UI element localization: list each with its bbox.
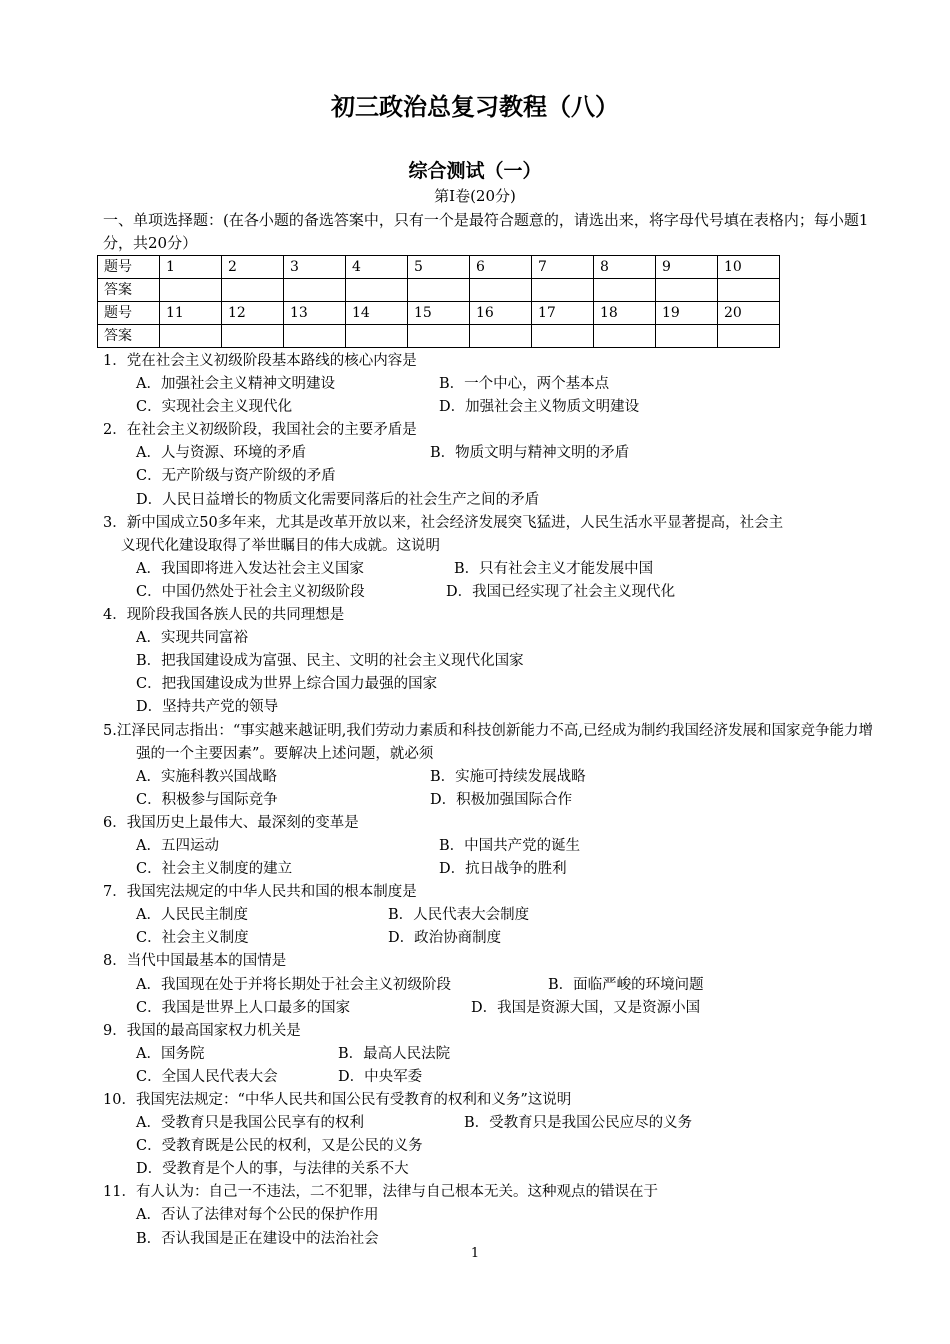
question-number-cell: 11	[160, 302, 222, 325]
option: B．受教育只是我国公民应尽的义务	[464, 1115, 693, 1132]
question-number-cell: 12	[222, 302, 284, 325]
answer-cell[interactable]	[470, 279, 532, 302]
option: D．加强社会主义物质文明建设	[439, 399, 640, 416]
option: C．实现社会主义现代化	[136, 399, 293, 416]
option: C．积极参与国际竞争	[136, 791, 278, 808]
option: B．最高人民法院	[338, 1045, 451, 1062]
answer-cell[interactable]	[222, 325, 284, 348]
option-row	[103, 997, 883, 1020]
question-number-cell: 18	[594, 302, 656, 325]
option: A．实施科教兴国战略	[136, 768, 277, 785]
option: A．人民民主制度	[136, 907, 248, 924]
question-number-cell: 7	[532, 256, 594, 279]
option: A．我国现在处于并将长期处于社会主义初级阶段	[136, 976, 451, 993]
option-row	[103, 927, 883, 950]
option-row	[103, 581, 883, 604]
answer-cell[interactable]	[284, 325, 346, 348]
option: C．把我国建设成为世界上综合国力最强的国家	[136, 676, 438, 693]
option-row	[103, 858, 883, 881]
answer-cell[interactable]	[408, 279, 470, 302]
question-number-cell: 3	[284, 256, 346, 279]
answer-cell[interactable]	[470, 325, 532, 348]
question-number-cell: 5	[408, 256, 470, 279]
option: B．面临严峻的环境问题	[548, 976, 704, 993]
answer-cell[interactable]	[222, 279, 284, 302]
question-stem: 11．有人认为：自己一不违法，二不犯罪，法律与自己根本无关。这种观点的错误在于	[103, 1184, 658, 1201]
option: D．我国是资源大国，又是资源小国	[471, 999, 701, 1016]
option: A．受教育只是我国公民享有的权利	[136, 1115, 364, 1132]
option: B．物质文明与精神文明的矛盾	[430, 445, 630, 462]
answer-cell[interactable]	[346, 325, 408, 348]
option: B．人民代表大会制度	[388, 907, 530, 924]
answer-cell[interactable]	[346, 279, 408, 302]
option: A．实现共同富裕	[136, 630, 248, 647]
answer-cell[interactable]	[160, 279, 222, 302]
option: C．社会主义制度	[136, 930, 249, 947]
answer-cell[interactable]	[718, 325, 780, 348]
option: D．抗日战争的胜利	[439, 861, 567, 878]
row-label: 题号	[98, 256, 160, 279]
question-number-cell: 6	[470, 256, 532, 279]
option: C．社会主义制度的建立	[136, 861, 293, 878]
answer-cell[interactable]	[532, 325, 594, 348]
option: D．我国已经实现了社会主义现代化	[446, 583, 676, 600]
option: C．我国是世界上人口最多的国家	[136, 999, 351, 1016]
answer-cell[interactable]	[532, 279, 594, 302]
answer-table	[97, 255, 780, 348]
option: A．加强社会主义精神文明建设	[136, 376, 335, 393]
answer-cell[interactable]	[718, 279, 780, 302]
answer-cell[interactable]	[656, 279, 718, 302]
option: D．政治协商制度	[388, 930, 502, 947]
answer-cell[interactable]	[594, 279, 656, 302]
question-stem: 8．当代中国最基本的国情是	[103, 953, 287, 970]
question-stem: 7．我国宪法规定的中华人民共和国的根本制度是	[103, 884, 417, 901]
question-number-cell: 4	[346, 256, 408, 279]
row-label: 答案	[98, 279, 160, 302]
answer-cell[interactable]	[656, 325, 718, 348]
question-number-cell: 16	[470, 302, 532, 325]
option: B．中国共产党的诞生	[439, 837, 581, 854]
volume-label: 第Ⅰ卷(20分)	[434, 187, 516, 205]
option-row	[103, 766, 883, 789]
option: D．中央军委	[338, 1068, 423, 1085]
question-stem: 3．新中国成立50多年来，尤其是改革开放以来，社会经济发展突飞猛进，人民生活水平显著提高，社会主义现代化建设取得了举世瞩目的伟大成就。这说明	[103, 514, 784, 554]
page-title: 初三政治总复习教程（八）	[331, 93, 619, 121]
option: D．人民日益增长的物质文化需要同落后的社会生产之间的矛盾	[136, 491, 540, 508]
option-row	[103, 396, 883, 419]
option-row	[103, 558, 883, 581]
option: A．否认了法律对每个公民的保护作用	[136, 1207, 379, 1224]
question-number-cell: 10	[718, 256, 780, 279]
question-number-cell: 15	[408, 302, 470, 325]
question-stem: 1．党在社会主义初级阶段基本路线的核心内容是	[103, 353, 417, 369]
answer-cell[interactable]	[408, 325, 470, 348]
question-stem: 2．在社会主义初级阶段，我国社会的主要矛盾是	[103, 422, 417, 439]
page-number: 1	[470, 1246, 480, 1261]
option: A．五四运动	[136, 837, 219, 854]
option: A．国务院	[136, 1045, 205, 1062]
option: D．坚持共产党的领导	[136, 699, 279, 716]
question-number-cell: 8	[594, 256, 656, 279]
row-label: 答案	[98, 325, 160, 348]
answer-cell[interactable]	[594, 325, 656, 348]
option-row	[103, 974, 883, 997]
question-number-cell: 2	[222, 256, 284, 279]
table-row	[98, 325, 780, 348]
question-stem: 6．我国历史上最伟大、最深刻的变革是	[103, 814, 359, 831]
question-number-cell: 13	[284, 302, 346, 325]
question-number-cell: 19	[656, 302, 718, 325]
option: B．只有社会主义才能发展中国	[454, 560, 654, 577]
test-subtitle: 综合测试（一）	[408, 160, 542, 182]
option: C．全国人民代表大会	[136, 1068, 278, 1085]
option: B．否认我国是正在建设中的法治社会	[136, 1230, 379, 1247]
option-row	[103, 1066, 883, 1089]
table-row	[98, 279, 780, 302]
option-row	[103, 789, 883, 812]
question-number-cell: 14	[346, 302, 408, 325]
question-stem: 5.江泽民同志指出：“事实越来越证明,我们劳动力素质和科技创新能力不高,已经成为制约我国经济发展和国家竞争能力增强的一个主要因素”。要解决上述问题，就必须	[103, 722, 873, 762]
row-label: 题号	[98, 302, 160, 325]
answer-cell[interactable]	[284, 279, 346, 302]
section-instructions: 一、单项选择题：(在各小题的备选答案中，只有一个是最符合题意的，请选出来，将字母代号填在表格内；每小题1分，共20分）	[103, 211, 869, 252]
question-number-cell: 17	[532, 302, 594, 325]
option-row	[103, 442, 883, 465]
option: B．实施可持续发展战略	[430, 768, 586, 785]
question-stem: 10．我国宪法规定：“中华人民共和国公民有受教育的权利和义务”这说明	[103, 1092, 572, 1108]
option-row	[103, 904, 883, 927]
option: D．积极加强国际合作	[430, 791, 573, 808]
table-row	[98, 302, 780, 325]
question-number-cell: 9	[656, 256, 718, 279]
question-number-cell: 20	[718, 302, 780, 325]
question-stem: 4．现阶段我国各族人民的共同理想是	[103, 607, 345, 624]
option: C．中国仍然处于社会主义初级阶段	[136, 583, 365, 600]
question-list	[103, 350, 883, 1251]
option-row	[103, 1043, 883, 1066]
question-number-cell: 1	[160, 256, 222, 279]
answer-cell[interactable]	[160, 325, 222, 348]
option: C．无产阶级与资产阶级的矛盾	[136, 468, 336, 485]
option: A．我国即将进入发达社会主义国家	[136, 560, 364, 577]
question-stem: 9．我国的最高国家权力机关是	[103, 1022, 301, 1039]
option: C．受教育既是公民的权利，又是公民的义务	[136, 1138, 423, 1155]
option: B．把我国建设成为富强、民主、文明的社会主义现代化国家	[136, 653, 524, 670]
option: B．一个中心，两个基本点	[439, 376, 610, 393]
table-row	[98, 256, 780, 279]
option: A．人与资源、环境的矛盾	[136, 445, 306, 462]
option: D．受教育是个人的事，与法律的关系不大	[136, 1161, 409, 1178]
option-row	[103, 1112, 883, 1135]
option-row	[103, 373, 883, 396]
option-row	[103, 835, 883, 858]
